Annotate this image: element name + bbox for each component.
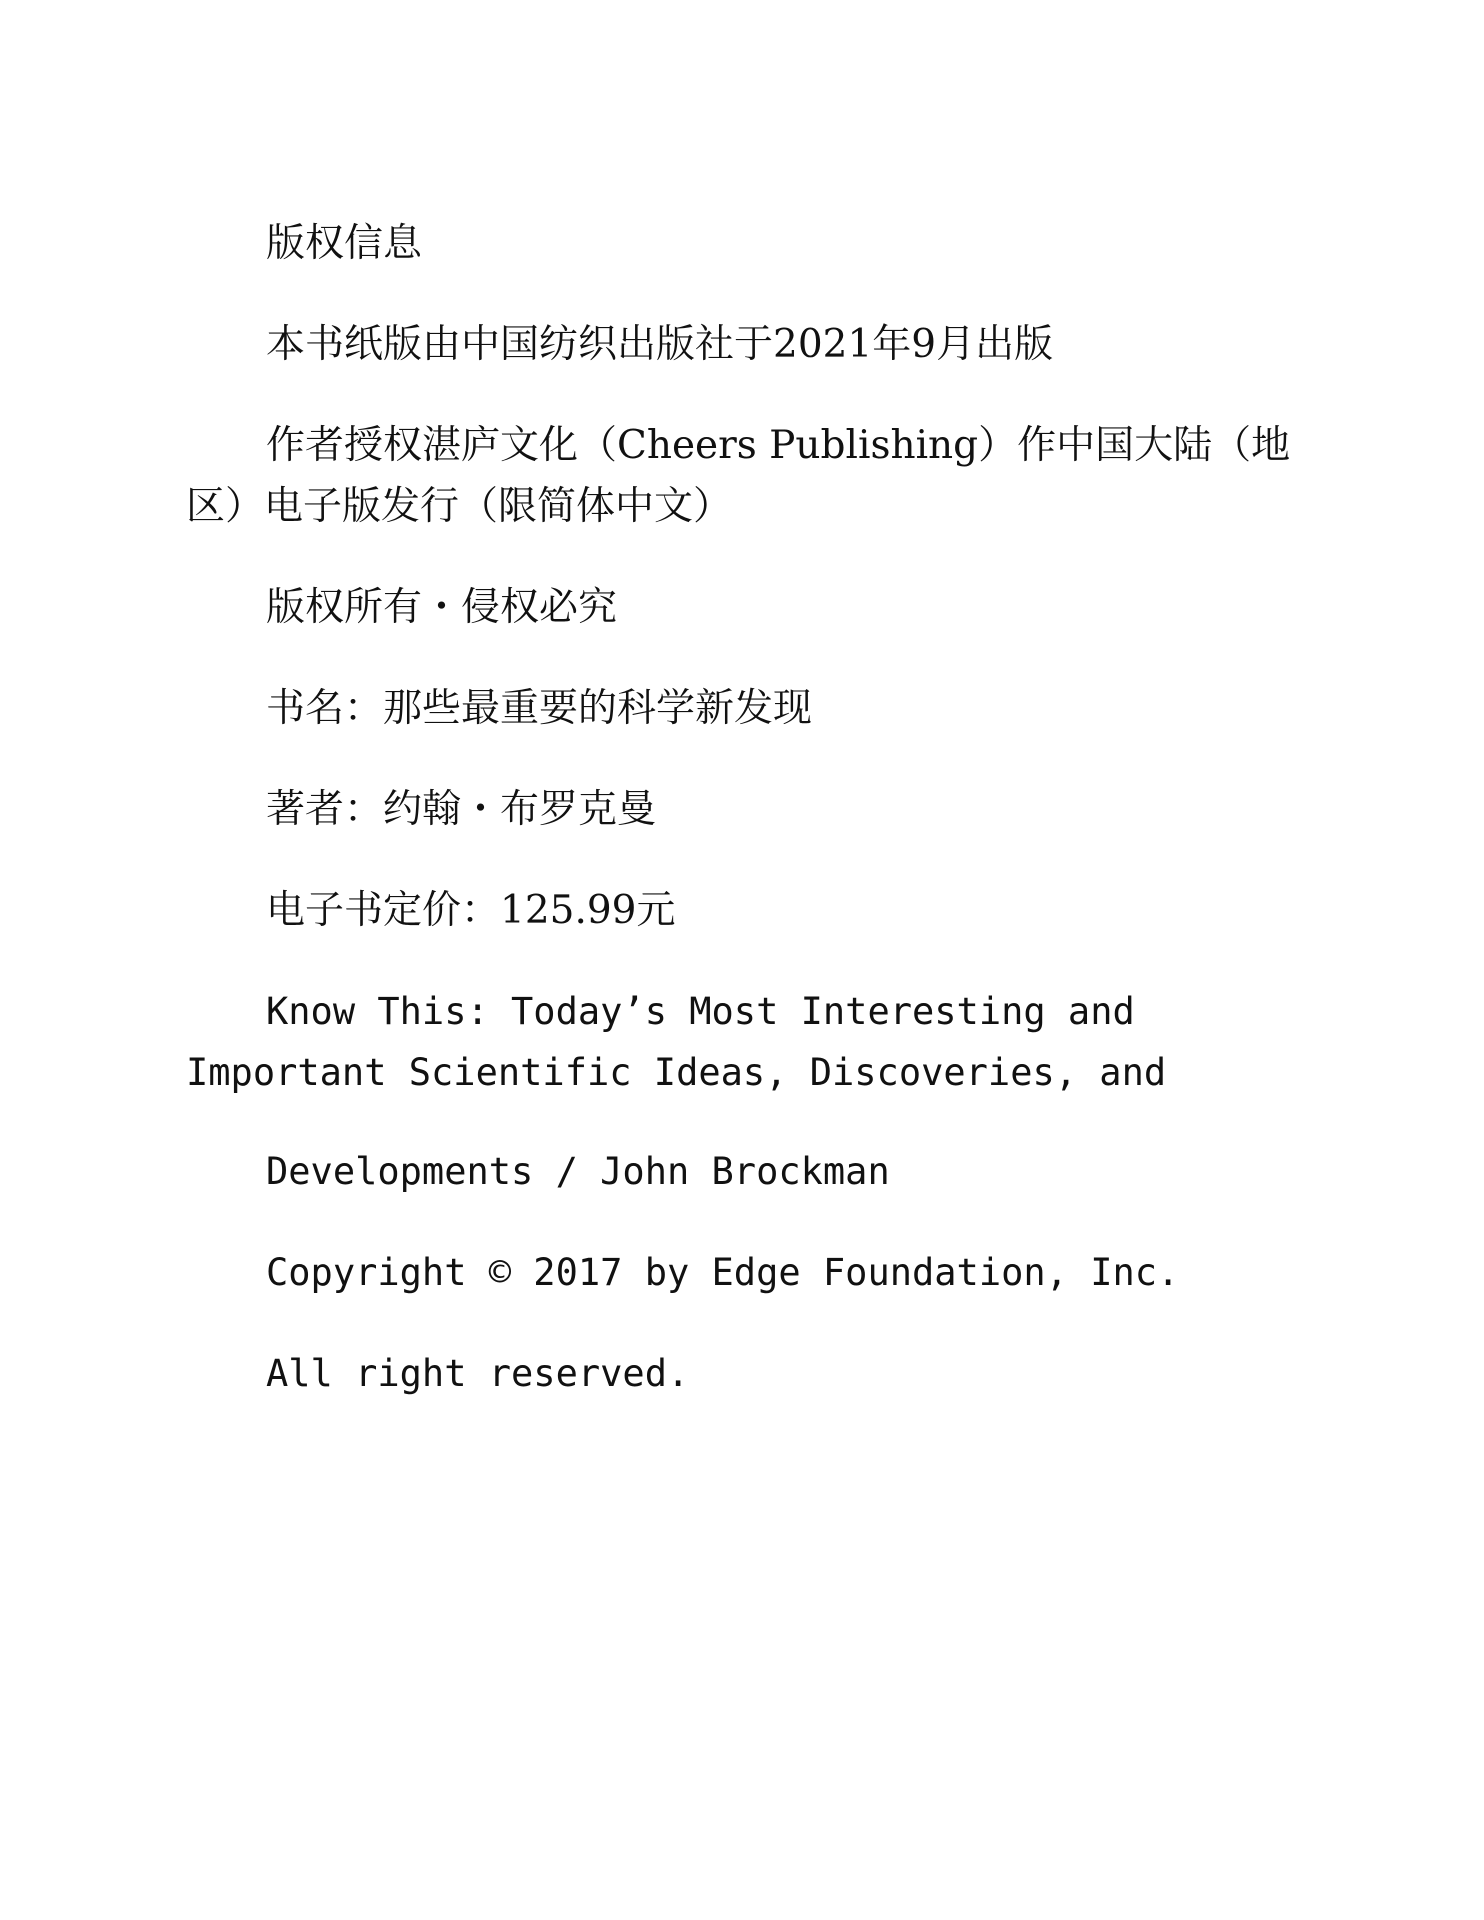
author: 著者：约翰・布罗克曼: [266, 787, 657, 832]
book-title: 书名：那些最重要的科学新发现: [266, 686, 813, 731]
rights-notice: 版权所有・侵权必究: [266, 585, 618, 630]
copyright-line: Copyright © 2017 by Edge Foundation, Inc.: [266, 1251, 1180, 1294]
original-title-line-2: Developments / John Brockman: [266, 1150, 890, 1193]
original-title-line-1: Know This: Today’s Most Interesting and Important Scientific Ideas, Discoveries, and: [186, 990, 1167, 1094]
print-edition-info: 本书纸版由中国纺织出版社于2021年9月出版: [266, 322, 1054, 367]
license-statement: 作者授权湛庐文化（Cheers Publishing）作中国大陆（地区）电子版发行（限简体中文）: [186, 423, 1291, 529]
ebook-price: 电子书定价：125.99元: [266, 888, 676, 933]
page-title: 版权信息: [266, 221, 423, 266]
rights-reserved: All right reserved.: [266, 1352, 690, 1395]
